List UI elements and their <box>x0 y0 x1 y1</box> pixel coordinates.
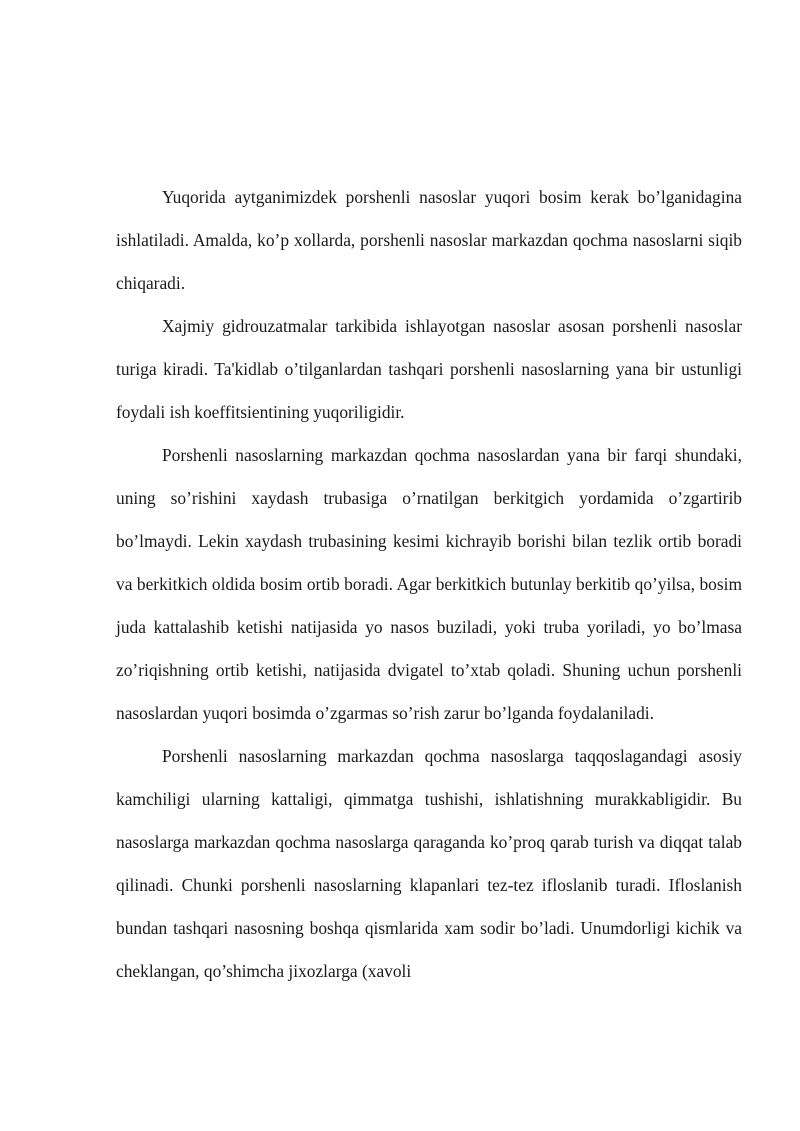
paragraph-2: Xajmiy gidrouzatmalar tarkibida ishlayotgan nasoslar asosan porshenli nasoslar turiga kiradi. Ta'kidlab o’tilganlardan tashqari porshenli nasoslarning yana bir ustunligi foydali ish koeffitsientining yuqoriligidir. <box>116 316 742 422</box>
paragraph-4: Porshenli nasoslarning markazdan qochma nasoslarga taqqoslagandagi asosiy kamchiligi ularning kattaligi, qimmatga tushishi, ishlatishning murakkabligidir. Bu nasoslarga markazdan qochma nasoslarga qaraganda ko’proq qarab turish va diqqat talab qilinadi. Chunki porshenli nasoslarning klapanlari tez-tez ifloslanib turadi. Ifloslanish bundan tashqari nasosning boshqa qismlarida xam sodir bo’ladi. Unumdorligi kichik va cheklangan, qo’shimcha jixozlarga (xavoli <box>116 746 742 981</box>
paragraph-3: Porshenli nasoslarning markazdan qochma nasoslardan yana bir farqi shundaki, uning so’rishini xaydash trubasiga o’rnatilgan berkitgich yordamida o’zgartirib bo’lmaydi. Lekin xaydash trubasining kesimi kichrayib borishi bilan tezlik ortib boradi va berkitkich oldida bosim ortib boradi. Agar berkitkich butunlay berkitib qo’yilsa, bosim juda kattalashib ketishi natijasida yo nasos buziladi, yoki truba yoriladi, yo bo’lmasa zo’riqishning ortib ketishi, natijasida dvigatel to’xtab qoladi. Shuning uchun porshenli nasoslardan yuqori bosimda o’zgarmas so’rish zarur bo’lganda foydalaniladi. <box>116 445 742 723</box>
paragraph-1: Yuqorida aytganimizdek porshenli nasoslar yuqori bosim kerak bo’lganidagina ishlatiladi. Amalda, ko’p xollarda, porshenli nasoslar markazdan qochma nasoslarni siqib chiqaradi. <box>116 187 742 293</box>
document-body <box>116 176 742 993</box>
